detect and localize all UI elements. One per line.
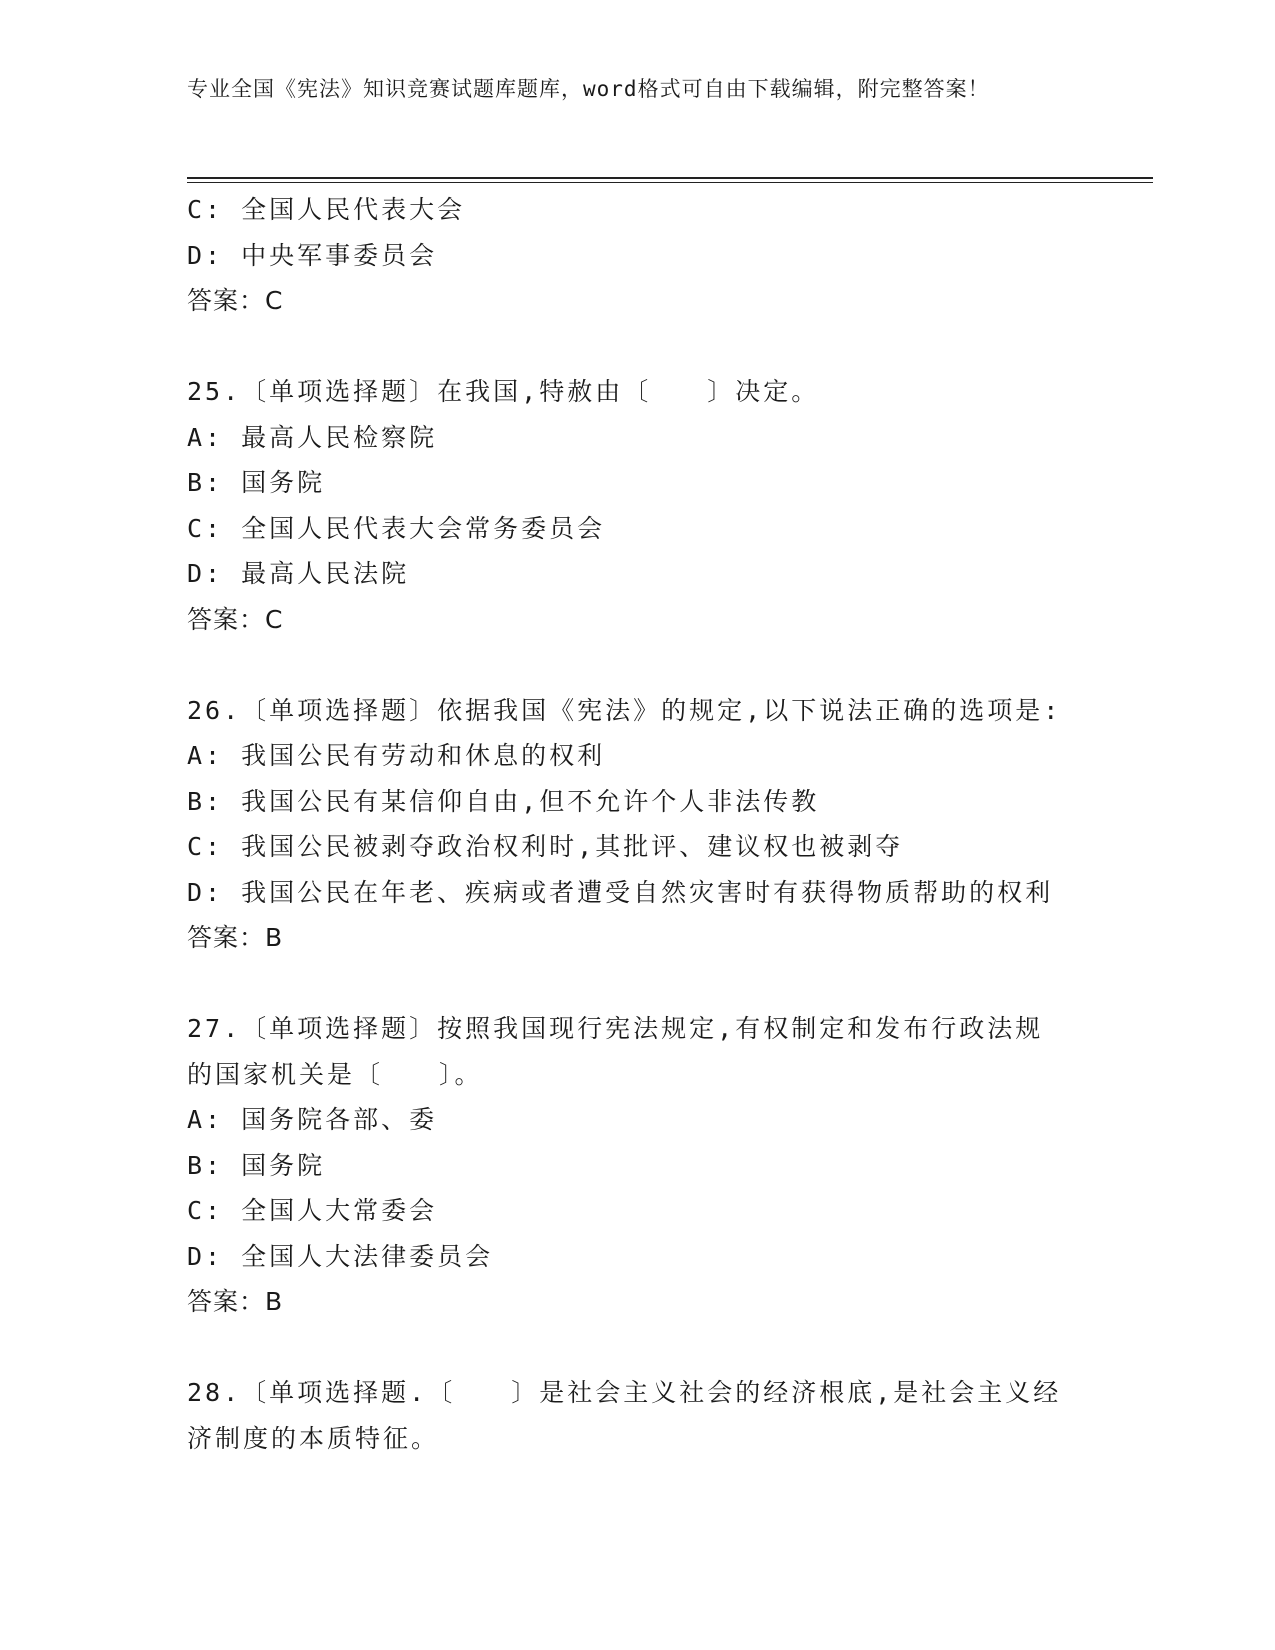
option-line: C: 全国人民代表大会常务委员会 bbox=[187, 513, 606, 543]
question-stem: 25.〔单项选择题〕在我国,特赦由〔 〕决定。 bbox=[187, 377, 820, 406]
answer-line: 答案：C bbox=[187, 604, 284, 634]
spacer bbox=[187, 961, 1127, 1007]
header-rule-thin bbox=[187, 182, 1153, 183]
option-line: C: 全国人大常委会 bbox=[187, 1196, 438, 1225]
option-line: B: 国务院 bbox=[187, 1150, 326, 1180]
question-stem: 28.〔单项选择题.〔 〕是社会主义社会的经济根底,是社会主义经 bbox=[187, 1378, 1062, 1407]
header-rule-thick bbox=[187, 177, 1153, 179]
question-stem: 26.〔单项选择题〕依据我国《宪法》的规定,以下说法正确的选项是: bbox=[187, 695, 1062, 725]
question-stem: 27.〔单项选择题〕按照我国现行宪法规定,有权制定和发布行政法规 bbox=[187, 1014, 1044, 1043]
question-stem: 济制度的本质特征。 bbox=[187, 1423, 440, 1453]
option-line: D: 我国公民在年老、疾病或者遭受自然灾害时有获得物质帮助的权利 bbox=[187, 877, 1054, 907]
option-line: A: 最高人民检察院 bbox=[187, 422, 438, 452]
option-line: D: 全国人大法律委员会 bbox=[187, 1241, 494, 1271]
spacer bbox=[187, 642, 1127, 688]
spacer bbox=[187, 324, 1127, 370]
option-line: A: 我国公民有劳动和休息的权利 bbox=[187, 741, 606, 770]
option-line: B: 我国公民有某信仰自由,但不允许个人非法传教 bbox=[187, 786, 820, 816]
option-line: C: 我国公民被剥夺政治权利时,其批评、建议权也被剥夺 bbox=[187, 832, 904, 861]
answer-line: 答案：B bbox=[187, 923, 284, 952]
spacer bbox=[187, 1325, 1127, 1371]
option-line: C: 全国人民代表大会 bbox=[187, 195, 466, 224]
document-header: 专业全国《宪法》知识竞赛试题库题库，word格式可自由下载编辑，附完整答案！ bbox=[187, 77, 990, 101]
answer-line: 答案：C bbox=[187, 286, 284, 315]
option-line: A: 国务院各部、委 bbox=[187, 1105, 438, 1134]
question-stem: 的国家机关是〔 〕。 bbox=[187, 1059, 483, 1089]
option-line: D: 中央军事委员会 bbox=[187, 240, 438, 270]
document-body bbox=[187, 187, 1127, 1461]
option-line: D: 最高人民法院 bbox=[187, 559, 410, 588]
option-line: B: 国务院 bbox=[187, 468, 326, 497]
answer-line: 答案：B bbox=[187, 1287, 284, 1316]
